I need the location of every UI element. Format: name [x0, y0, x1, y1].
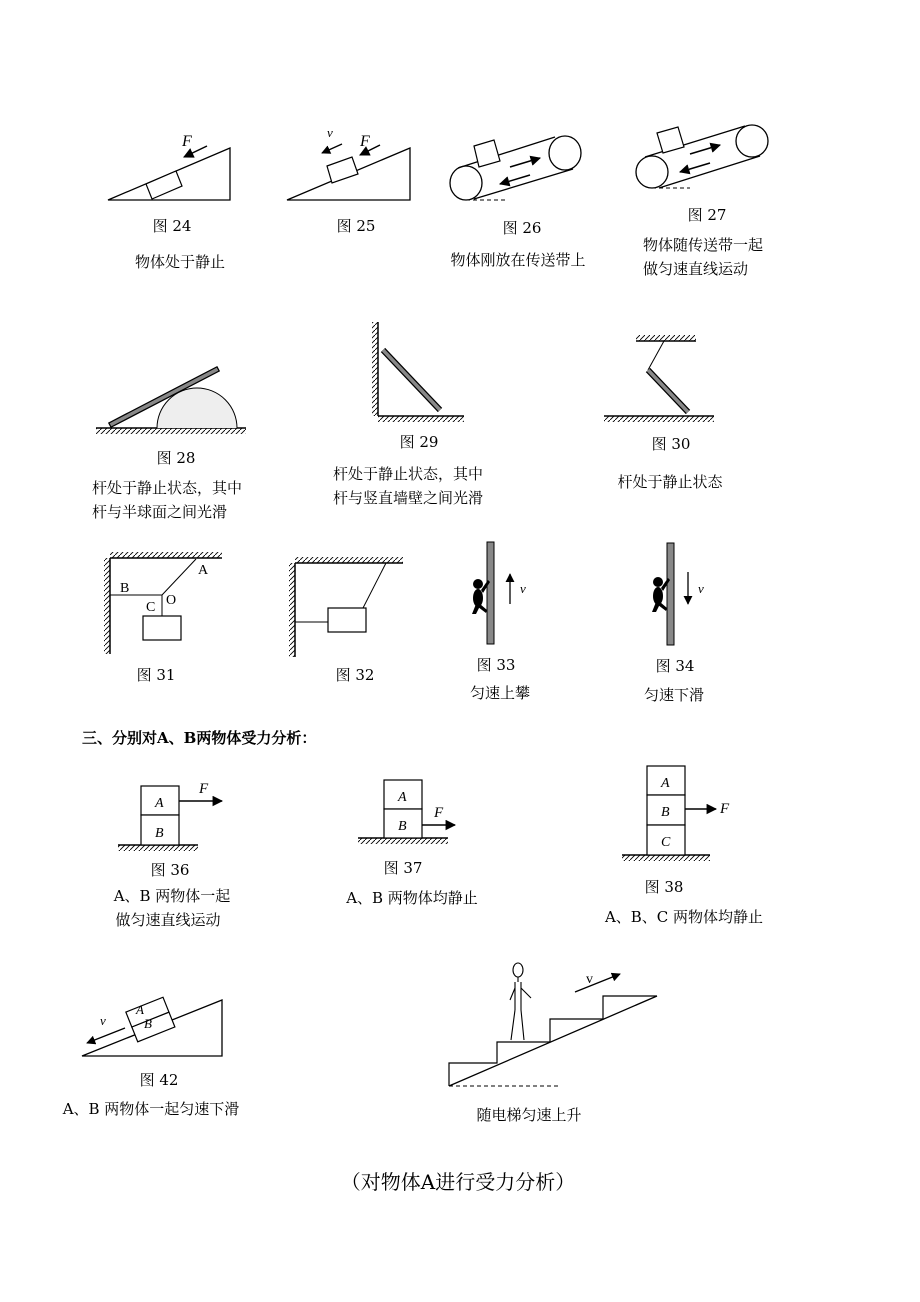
- fig29-diagram: [372, 322, 464, 422]
- fig25-label: 图 25: [336, 217, 376, 235]
- fig37-diagram: [358, 780, 455, 844]
- fig26-label: 图 26: [502, 219, 542, 237]
- point-o-label: O: [166, 593, 177, 608]
- fig26-diagram: [450, 136, 581, 200]
- fig34-diagram: [652, 543, 704, 645]
- escalator-caption: 随电梯匀速上升: [476, 1106, 582, 1124]
- fig26-caption: 物体刚放在传送带上: [450, 251, 586, 269]
- section-heading: 三、分别对A、B两物体受力分析：: [82, 729, 317, 747]
- block-c-label: C: [661, 835, 671, 850]
- fig30-label: 图 30: [651, 435, 691, 453]
- block-b-label: B: [144, 1016, 152, 1031]
- fig29-caption-line1: 杆处于静止状态，其中: [333, 465, 484, 483]
- fig28-label: 图 28: [156, 449, 196, 467]
- block-b-label: B: [398, 819, 407, 834]
- force-label: F: [199, 781, 209, 797]
- fig29-label: 图 29: [399, 433, 439, 451]
- velocity-label: v: [327, 125, 333, 140]
- fig36-caption-line1: A、B 两物体一起: [113, 887, 231, 905]
- force-label: F: [720, 801, 730, 817]
- force-label: F: [434, 805, 444, 821]
- fig32-diagram: [289, 557, 403, 657]
- block-a-label: A: [136, 1002, 144, 1017]
- fig27-caption-line1: 物体随传送带一起: [643, 236, 764, 254]
- fig29-caption-line2: 杆与竖直墙壁之间光滑: [333, 489, 484, 507]
- block-a-label: A: [155, 796, 164, 811]
- point-b-label: B: [120, 581, 130, 596]
- fig27-diagram: [636, 125, 768, 188]
- fig24-diagram: [108, 133, 230, 200]
- point-a-label: A: [198, 563, 209, 578]
- fig24-label: 图 24: [152, 217, 192, 235]
- velocity-label: v: [586, 972, 593, 987]
- velocity-label: v: [100, 1013, 106, 1028]
- fig25-diagram: [287, 125, 410, 200]
- fig37-caption: A、B 两物体均静止: [346, 889, 478, 907]
- fig27-label: 图 27: [687, 206, 727, 224]
- fig31-diagram: [104, 552, 222, 654]
- fig36-label: 图 36: [150, 861, 190, 879]
- fig27-caption-line2: 做匀速直线运动: [643, 260, 749, 278]
- force-label: F: [182, 133, 192, 150]
- fig28-caption-line2: 杆与半球面之间光滑: [92, 503, 228, 521]
- fig28-diagram: [96, 370, 246, 434]
- fig33-label: 图 33: [476, 656, 516, 674]
- fig42-diagram: [82, 997, 222, 1056]
- force-label: F: [360, 133, 370, 150]
- bottom-note: （对物体A进行受力分析）: [340, 1170, 576, 1194]
- fig36-caption-line2: 做匀速直线运动: [115, 911, 221, 929]
- fig42-caption: A、B 两物体一起匀速下滑: [62, 1100, 240, 1118]
- block-a-label: A: [398, 790, 407, 805]
- velocity-label: v: [520, 581, 526, 596]
- fig31-label: 图 31: [136, 666, 176, 684]
- fig33-caption: 匀速上攀: [469, 684, 531, 702]
- fig30-diagram: [604, 335, 714, 422]
- block-a-label: A: [661, 776, 670, 791]
- fig34-caption: 匀速下滑: [643, 686, 705, 704]
- fig30-caption: 杆处于静止状态: [617, 473, 723, 491]
- fig36-diagram: [118, 781, 222, 851]
- fig34-label: 图 34: [655, 657, 695, 675]
- fig37-label: 图 37: [383, 859, 423, 877]
- velocity-label: v: [698, 581, 704, 596]
- fig38-label: 图 38: [644, 878, 684, 896]
- fig33-diagram: [472, 542, 526, 644]
- escalator-diagram: [449, 963, 657, 1086]
- fig38-diagram: [622, 766, 730, 861]
- block-b-label: B: [155, 826, 164, 841]
- fig32-label: 图 32: [335, 666, 375, 684]
- point-c-label: C: [146, 600, 156, 615]
- fig28-caption-line1: 杆处于静止状态，其中: [92, 479, 243, 497]
- fig24-caption: 物体处于静止: [134, 253, 226, 271]
- block-b-label: B: [661, 805, 670, 820]
- fig38-caption: A、B、C 两物体均静止: [604, 908, 764, 926]
- fig42-label: 图 42: [139, 1071, 179, 1089]
